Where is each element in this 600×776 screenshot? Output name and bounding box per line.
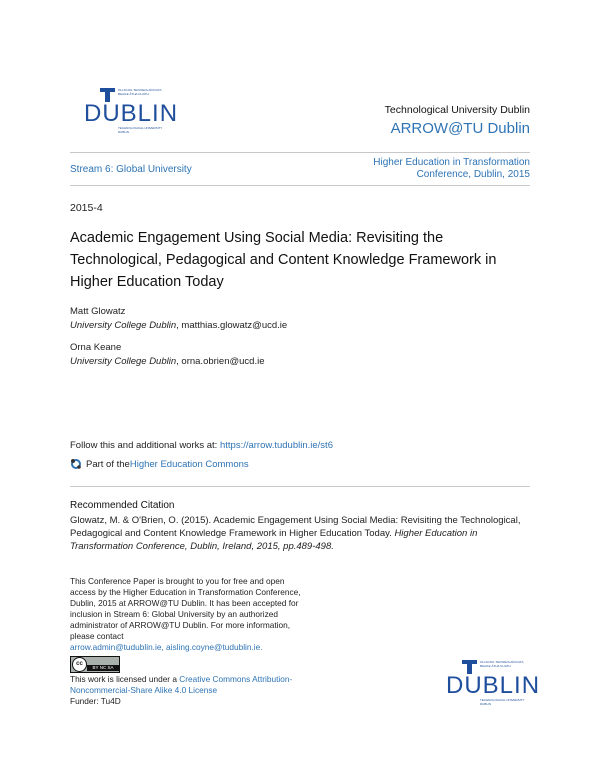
cc-icon: cc (72, 657, 87, 672)
citation-italic: Higher Education in Transformation Conference, Dublin, Ireland, 2015, pp.489-498. (70, 528, 478, 552)
author-1-details (70, 319, 287, 333)
license-text (70, 674, 310, 707)
footer-logo-word: DUBLIN (446, 672, 541, 699)
logo-word: DUBLIN (84, 100, 179, 127)
author-1-affiliation: University College Dublin (70, 320, 177, 331)
citation-heading: Recommended Citation (70, 500, 175, 511)
author-2-name: Orna Keane (70, 342, 122, 353)
author-1-name: Matt Glowatz (70, 306, 126, 317)
network-icon (70, 458, 82, 470)
author-2-email[interactable]: , orna.obrien@ucd.ie (176, 356, 265, 367)
notice-text: This Conference Paper is brought to you for free and open access by the Higher Education in Transformation Conference, Dublin, 2015 at ARROW@TU Dublin. It has been accepted for inclusion in Stream 6: Global University by an authorized administrator of ARROW@TU Dublin. For more information, please contact (70, 576, 301, 641)
cc-license-badge[interactable] (70, 656, 120, 673)
author-1 (70, 305, 287, 333)
footer-logo-tagline: OLLSCOIL TEICNEOLAÍOCHTA BHAILE ÁTHA CLIATH (480, 660, 524, 668)
citation-text (70, 514, 532, 553)
access-notice (70, 576, 308, 653)
tu-dublin-logo-footer (446, 660, 541, 710)
conference-line-2: Conference, Dublin, 2015 (416, 169, 530, 180)
conference-line-1: Higher Education in Transformation (373, 157, 530, 168)
part-of-prefix: Part of the (86, 458, 130, 470)
contact-emails[interactable]: arrow.admin@tudublin.ie, aisling.coyne@tudublin.ie. (70, 642, 263, 652)
stream-link[interactable]: Stream 6: Global University (70, 164, 192, 175)
author-2 (70, 341, 264, 369)
divider-citation (70, 486, 530, 487)
logo-tagline: OLLSCOIL TEICNEOLAÍOCHTA BHAILE ÁTHA CLIATH (118, 88, 162, 96)
cc-badge-labels: BY NC SA (87, 665, 119, 671)
repository-link[interactable]: ARROW@TU Dublin (390, 120, 530, 137)
logo-sub: TECHNOLOGICAL UNIVERSITY DUBLIN (118, 126, 163, 134)
divider-top (70, 152, 530, 153)
funder: Funder: Tu4D (70, 696, 121, 706)
document-title: Academic Engagement Using Social Media: Revisiting the Technological, Pedagogical and Content Knowledge Framework in Higher Education Today (70, 230, 497, 290)
citation-plain: Glowatz, M. & O'Brien, O. (2015). Academic Engagement Using Social Media: Revisiting the Technological, Pedagogical and Content Knowledge Framework in Higher Education Today. (70, 515, 521, 539)
author-1-email[interactable]: , matthias.glowatz@ucd.ie (176, 320, 288, 331)
divider-mid (70, 185, 530, 186)
footer-logo-sub: TECHNOLOGICAL UNIVERSITY DUBLIN (480, 698, 525, 706)
part-of-line (70, 458, 249, 470)
author-2-details (70, 355, 264, 369)
author-2-affiliation: University College Dublin (70, 356, 177, 367)
license-prefix: This work is licensed under a (70, 674, 180, 684)
conference-link[interactable] (373, 157, 530, 181)
publication-date: 2015-4 (70, 202, 103, 214)
commons-link[interactable]: Higher Education Commons (129, 458, 249, 470)
institution-name: Technological University Dublin (384, 104, 530, 116)
follow-prefix: Follow this and additional works at: (70, 440, 220, 451)
follow-line (70, 440, 333, 451)
license-link[interactable]: Creative Commons Attribution-Noncommercial-Share Alike 4.0 License (70, 674, 293, 695)
follow-url[interactable]: https://arrow.tudublin.ie/st6 (219, 440, 333, 451)
tu-dublin-logo (84, 88, 179, 138)
